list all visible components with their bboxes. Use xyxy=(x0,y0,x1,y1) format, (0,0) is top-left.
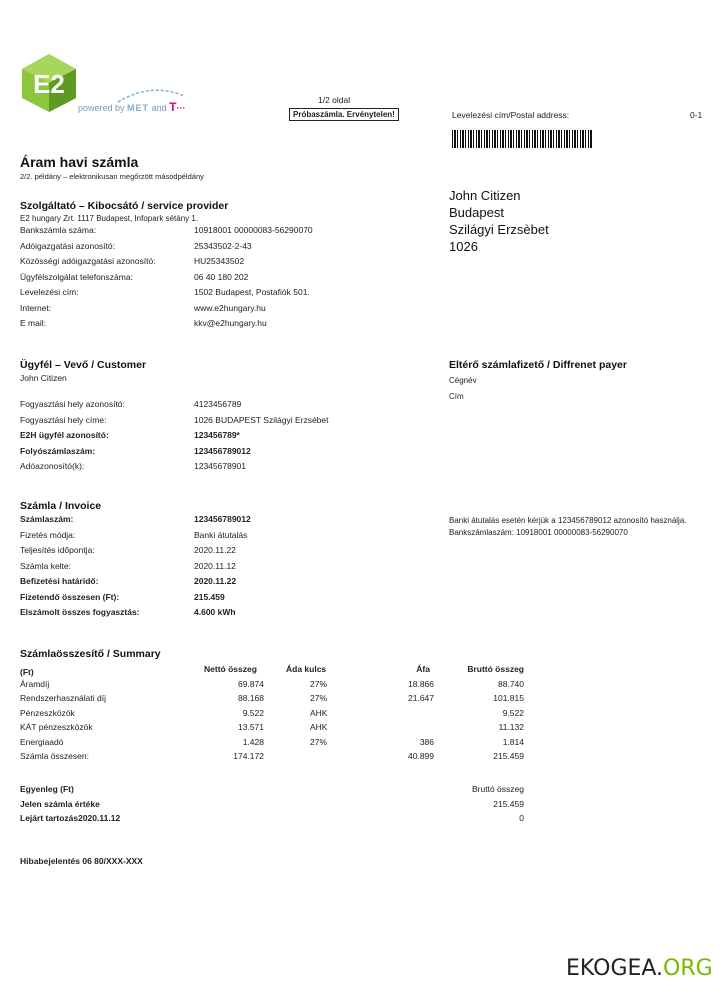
bank-account: Bankszámlaszám: 10918001 00000083-56290070 xyxy=(449,528,628,537)
payer-address: Cím xyxy=(449,392,464,401)
balance-row: Jelen számla értéke 215.459 xyxy=(20,798,524,809)
col-gross: Bruttó összeg xyxy=(467,664,524,674)
customer-row: Folyószámlaszám: 123456789012 xyxy=(20,445,251,456)
provider-row: Internet: www.e2hungary.hu xyxy=(20,302,266,313)
col-rate: Áda kulcs xyxy=(286,664,327,674)
recipient-zip: 1026 xyxy=(449,239,478,254)
logo-mark: E2 xyxy=(33,69,65,99)
payer-heading: Eltérő számlafizető / Diffrenet payer xyxy=(449,359,627,371)
bank-note-text: Banki átutalás esetén kérjük a 123456789012 azonosító használja. xyxy=(449,516,687,525)
page-title: Áram havi számla xyxy=(20,154,139,170)
provider-row: E mail: kkv@e2hungary.hu xyxy=(20,318,267,328)
telekom-dots: ··· xyxy=(176,103,186,113)
invoice-section xyxy=(20,500,251,621)
balance-gross-label: Bruttó összeg xyxy=(472,784,524,794)
summary-row: Pénzeszközök 9.522 AHK 9.522 xyxy=(20,707,524,718)
logo-powered-by: powered by xyxy=(78,103,125,113)
payer-section xyxy=(449,359,627,405)
logo-and: and xyxy=(151,103,167,113)
postal-code-ref: 0-1 xyxy=(690,110,703,120)
customer-row: E2H ügyfél azonosító: 123456789* xyxy=(20,430,240,440)
balance-heading: Egyenleg (Ft) xyxy=(20,784,74,794)
customer-section xyxy=(20,359,329,475)
customer-row: Fogyasztási hely azonosító: 4123456789 xyxy=(20,399,242,409)
invoice-rows xyxy=(20,512,251,621)
recipient-address xyxy=(449,187,549,255)
payer-company: Cégnév xyxy=(449,376,477,385)
invoice-row: Fizetendő összesen (Ft): 215.459 xyxy=(20,591,225,602)
page-subtitle: 2/2. példány – elektronikusan megőrzött másodpéldány xyxy=(20,172,204,181)
customer-name: John Citizen xyxy=(20,373,67,383)
customer-rows xyxy=(20,397,329,475)
postal-address-label: Levelezési cím/Postal address: xyxy=(452,110,570,120)
provider-heading: Szolgáltató – Kibocsátó / service provider xyxy=(20,200,229,212)
summary-heading: Számlaösszesítő / Summary xyxy=(20,648,161,660)
summary-total-row: Számla összesen: 174.172 40.899 215.459 xyxy=(20,751,524,761)
provider-row: Bankszámla száma: 10918001 00000083-56290070 xyxy=(20,225,313,235)
customer-row: Fogyasztási hely címe: 1026 BUDAPEST Szilágyi Erzsébet xyxy=(20,414,329,425)
invoice-heading: Számla / Invoice xyxy=(20,500,102,512)
barcode xyxy=(452,130,592,148)
met-logo: MET xyxy=(127,103,150,113)
recipient-name: John Citizen xyxy=(449,188,521,203)
invoice-row: Befizetési határidő: 2020.11.22 xyxy=(20,576,237,586)
provider-row: Ügyfélszolgálat telefonszáma: 06 40 180 202 xyxy=(20,271,249,282)
summary-row: Energiaadó 1.428 27% 386 1.814 xyxy=(20,736,524,747)
invoice-row: Elszámolt összes fogyasztás: 4.600 kWh xyxy=(20,607,236,617)
provider-section xyxy=(20,200,313,332)
invoice-row: Számlaszám: 123456789012 xyxy=(20,514,251,524)
customer-row: Adóazonosító(k): 12345678901 xyxy=(20,461,247,471)
balance-section xyxy=(20,784,530,828)
e2-logo-icon xyxy=(18,52,80,114)
balance-row: Lejárt tartozás2020.11.12 0 xyxy=(20,813,524,823)
page-info: 1/2 oldal xyxy=(318,95,351,105)
invoice-row: Teljesítés időpontja: 2020.11.22 xyxy=(20,545,236,555)
col-net: Nettó összeg xyxy=(204,664,257,674)
provider-row: Közösségi adóigazgatási azonosító: HU25343502 xyxy=(20,256,245,266)
watermark xyxy=(566,956,713,981)
summary-table xyxy=(20,664,530,766)
met-arc-icon xyxy=(116,86,186,104)
proba-stamp: Próbaszámla. Ervénytelen! xyxy=(289,108,399,121)
provider-company: E2 hungary Zrt. 1117 Budapest, Infopark sétány 1. xyxy=(20,214,199,223)
summary-unit: (Ft) xyxy=(20,667,34,677)
bank-note xyxy=(449,515,711,539)
provider-rows xyxy=(20,223,313,332)
col-vat: Áfa xyxy=(416,664,430,674)
telekom-logo: T xyxy=(169,100,177,114)
customer-heading: Ügyfél – Vevő / Customer xyxy=(20,359,147,371)
provider-row: Adóigazgatási azonosító: 25343502-2-43 xyxy=(20,240,252,251)
invoice-row: Fizetés módja: Banki átutalás xyxy=(20,529,248,540)
balance-header-row xyxy=(20,784,530,799)
recipient-city: Budapest xyxy=(449,205,504,220)
summary-row: Áramdíj 69.874 27% 18.866 88.740 xyxy=(20,678,524,689)
watermark-part1: EKOGEA. xyxy=(566,956,664,981)
summary-row: KÁT pénzeszközök 13.571 AHK 11.132 xyxy=(20,722,524,732)
recipient-street: Szilágyi Erzsèbet xyxy=(449,222,549,237)
fault-report: Hibabejelentés 06 80/XXX-XXX xyxy=(20,856,143,866)
invoice-row: Számla kelte: 2020.11.12 xyxy=(20,560,236,571)
summary-header-row xyxy=(20,664,530,679)
logo xyxy=(18,52,228,118)
summary-row: Rendszerhasználati díj 88.168 27% 21.647 101.815 xyxy=(20,693,524,703)
watermark-part2: ORG xyxy=(663,956,713,981)
provider-row: Levelezési cím: 1502 Budapest, Postafiók 501. xyxy=(20,287,310,297)
